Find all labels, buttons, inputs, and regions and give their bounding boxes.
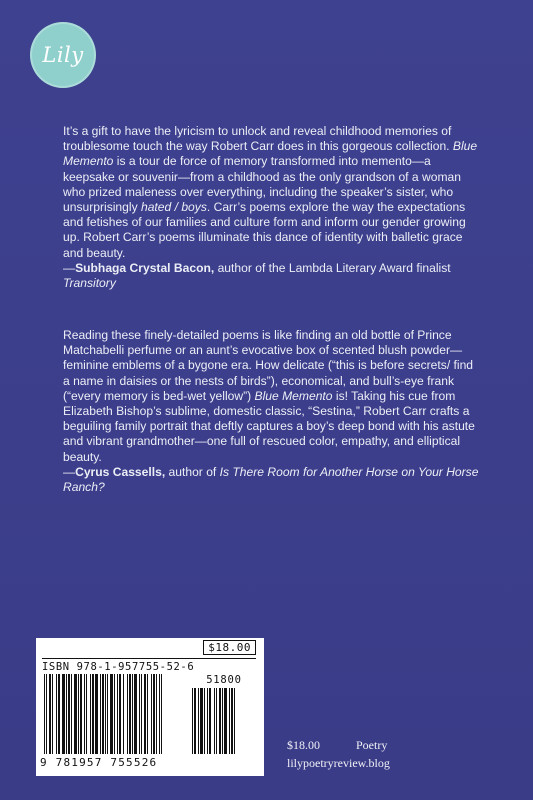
attribution-work: Is There Room for Another Horse on Your Horse Ranch? [63,464,479,495]
barcode-bar [132,674,133,754]
blurb-1-title: Blue Memento [63,139,478,169]
barcode-bar [139,674,140,754]
barcode-bar [123,674,124,754]
barcode-bar [78,674,79,754]
barcode-bar [74,674,77,754]
barcode-addon-bars [192,688,252,754]
barcode-bar [66,674,67,754]
barcode-bar [194,688,196,754]
barcode-bar [134,674,137,754]
barcode-bar [209,688,211,754]
barcode-bar [119,674,121,754]
barcode-bar [151,674,152,754]
barcode-bar [114,674,115,754]
barcode-bar [71,674,72,754]
barcode-bar [84,674,85,754]
publisher-logo [30,22,96,88]
attribution-work: Transitory [63,276,116,291]
attribution-dash: — [63,464,76,479]
barcode-price: $18.00 [203,640,256,655]
blurb-2-part-1: Reading these finely-detailed poems is like finding an old bottle of Prince Matchabelli perfume or an aunt’s evocative box of scented blush powder—feminine emblems of a bygone era. How delicate (“this is before secrets/ find a name in daisies or the nests of birds”), economical, and bull’s-eye frank (“every memory is bed-wet yellow”) [63,328,474,403]
barcode-bar [207,688,208,754]
barcode-bar [159,674,160,754]
barcode-bar [68,674,70,754]
barcode-bar [92,674,94,754]
barcode-bar [219,688,221,754]
barcode-bar [117,674,118,754]
attribution-name: Cyrus Cassells, [75,464,166,479]
barcode-bar [216,688,217,754]
barcode-bar [222,688,223,754]
barcode-bar [231,688,233,754]
barcode-bar [129,674,131,754]
blurb-1 [63,124,483,291]
barcode-bar [90,674,91,754]
blurb-1-text [63,124,483,261]
barcode-bar [141,674,142,754]
barcode-bar [153,674,155,754]
barcode-box [36,638,264,776]
barcode-bar [127,674,128,754]
blurb-1-quote: hated / boys [140,200,207,215]
blurb-2 [63,328,483,495]
attribution-text: author of the Lambda Literary Award finalist [214,260,451,275]
barcode-bar [147,674,148,754]
footer-url: lilypoetryreview.blog [287,756,390,770]
blurb-1-attribution [63,261,483,291]
attribution-dash: — [63,260,76,275]
barcode-bar [102,674,104,754]
barcode-bar [234,688,235,754]
blurb-1-part-1: It’s a gift to have the lyricism to unlock and reveal childhood memories of troublesome touch the way Robert Carr does in this gorgeous collection. [63,124,453,154]
barcode-bar [105,674,106,754]
barcode-bar [80,674,82,754]
footer-genre: Poetry [356,738,388,752]
blurb-1-part-2: is a tour de force of memory transformed into memento—a keepsake or souvenir—from a childhood as the only grandson of a woman who prized maleness over everything, including the speaker’s sister, who unsurprisingly [63,154,461,215]
blurb-2-part-2: is! Taking his cue from Elizabeth Bishop’s sublime, domestic classic, “Sestina,” Robert Carr crafts a beguiling family portrait that deftly captures a boy’s deep bond with his astute and vibrant grandmother—one full of rescued color, empathy, and elliptical beauty. [63,388,475,464]
logo-text: Lily [42,43,84,67]
barcode-bar [204,688,205,754]
barcode-bar [192,688,193,754]
barcode-bar [156,674,157,754]
attribution-name: Subhaga Crystal Bacon, [75,260,215,275]
barcode-bar [95,674,98,754]
barcode-bar [62,674,65,754]
barcode-bar [49,674,51,754]
barcode-bar [214,688,215,754]
barcode-bar [110,674,113,754]
blurb-2-title: Blue Memento [254,388,333,403]
barcode-addon-number: 51800 [206,674,242,686]
isbn-text: ISBN 978-1-957755-52-6 [42,658,256,673]
barcode-bar [107,674,108,754]
barcode-bar [198,688,199,754]
barcode-bar [100,674,101,754]
barcode-bar [229,688,230,754]
barcode-bar [46,674,47,754]
footer-price: $18.00 [287,738,320,752]
barcode-bar [144,674,146,754]
attribution-text: author of [165,464,220,479]
ean-number: 9 781957 755526 [40,756,158,769]
barcode-bar [224,688,227,754]
barcode-bar [44,674,45,754]
blurb-2-text [63,328,483,465]
blurb-2-attribution [63,465,483,495]
barcode-bar [52,674,53,754]
barcode-bar [56,674,57,754]
barcode-bar [161,674,162,754]
barcode-bars [44,674,184,754]
barcode-bar [86,674,87,754]
blurb-1-part-3: . Carr’s poems explore the way the expectations and fetishes of our families and culture form and inform our gender growing up. Robert Carr’s poems illuminate this dance of identity with balletic grace and beauty. [63,200,466,260]
barcode-bar [58,674,60,754]
barcode-bar [200,688,203,754]
